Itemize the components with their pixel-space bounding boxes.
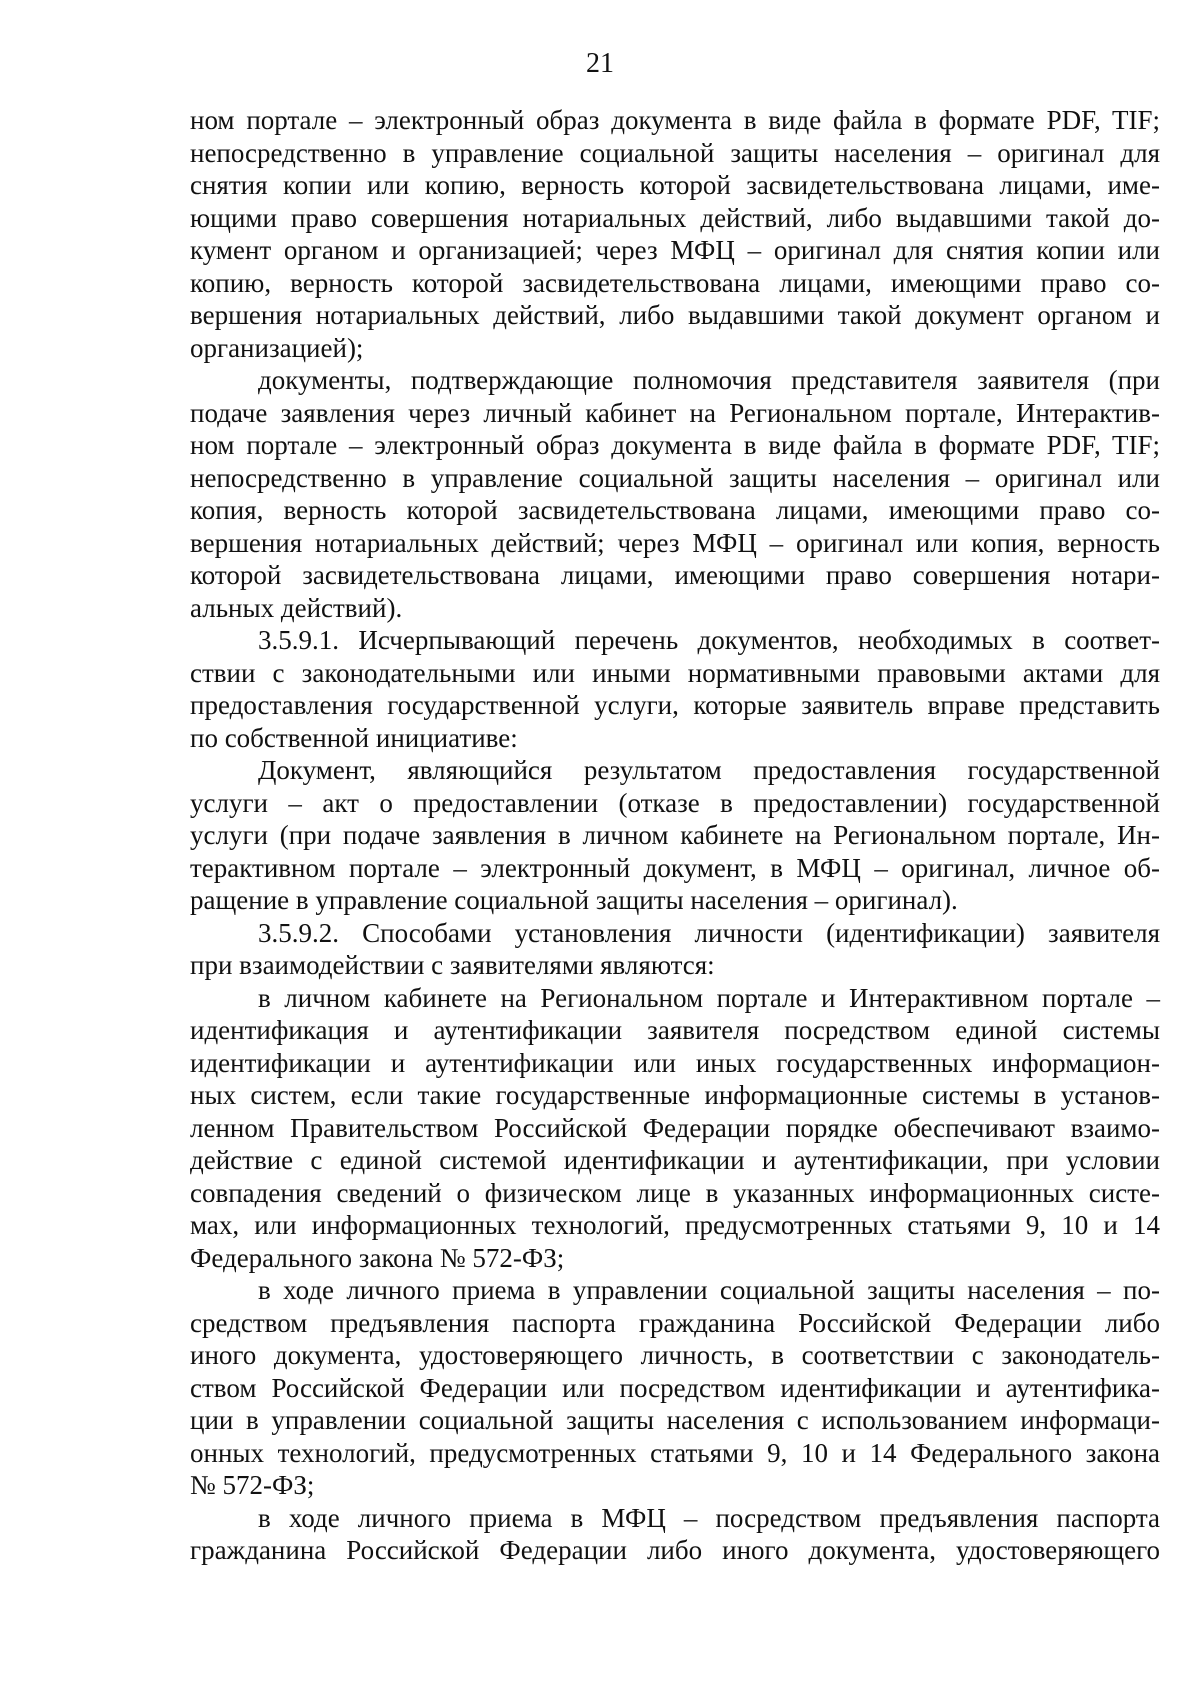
text-line: действие с единой системой идентификации и аутентификации, при условии — [190, 1145, 1160, 1175]
page-number: 21 — [586, 48, 614, 79]
text-line: непосредственно в управление социальной защиты населения – оригинал или — [190, 462, 1160, 493]
text-line: № 572-ФЗ; — [190, 1470, 315, 1500]
text-line: альных действий). — [190, 592, 403, 623]
text-line: средством предъявления паспорта гражданина Российской Федерации либо — [190, 1307, 1160, 1338]
text-line: в ходе личного приема в МФЦ – посредством предъявления паспорта — [258, 1502, 1160, 1533]
text-line: вершения нотариальных действий, либо выдавшими такой документ органом и — [190, 300, 1160, 330]
text-line: предоставления государственной услуги, которые заявитель вправе представить — [190, 690, 1160, 720]
text-line: ющими право совершения нотариальных действий, либо выдавшими такой до- — [190, 202, 1160, 233]
text-line: копию, верность которой засвидетельствована лицами, имеющими право со- — [190, 267, 1160, 298]
text-line: в личном кабинете на Региональном портале и Интерактивном портале – — [258, 982, 1160, 1013]
text-line: ции в управлении социальной защиты населения с использованием информаци- — [190, 1405, 1160, 1435]
text-line: которой засвидетельствована лицами, имеющими право совершения нотари- — [190, 560, 1160, 590]
text-line: ном портале – электронный образ документа в виде файла в формате PDF, TIF; — [190, 430, 1160, 460]
text-line: терактивном портале – электронный документ, в МФЦ – оригинал, личное об- — [190, 852, 1160, 883]
text-line: мах, или информационных технологий, предусмотренных статьями 9, 10 и 14 — [190, 1210, 1160, 1240]
text-line: Документ, являющийся результатом предоставления государственной — [258, 755, 1160, 785]
text-line: услуги (при подаче заявления в личном кабинете на Региональном портале, Ин- — [190, 820, 1160, 850]
text-line: вершения нотариальных действий; через МФЦ – оригинал или копия, верность — [190, 527, 1160, 558]
text-line: услуги – акт о предоставлении (отказе в предоставлении) государственной — [190, 787, 1160, 818]
text-line: снятия копии или копию, верность которой засвидетельствована лицами, име- — [190, 170, 1160, 200]
text-line: 3.5.9.1. Исчерпывающий перечень документов, необходимых в соответ- — [258, 625, 1160, 655]
text-line: ленном Правительством Российской Федерации порядке обеспечивают взаимо- — [190, 1112, 1160, 1143]
text-line: ствии с законодательными или иными нормативными правовыми актами для — [190, 657, 1160, 688]
text-line: организацией); — [190, 332, 364, 363]
text-line: ством Российской Федерации или посредством идентификации и аутентифика- — [190, 1372, 1160, 1403]
text-line: онных технологий, предусмотренных статьями 9, 10 и 14 Федерального закона — [190, 1437, 1160, 1468]
text-line: копия, верность которой засвидетельствована лицами, имеющими право со- — [190, 495, 1160, 525]
text-line: документы, подтверждающие полномочия представителя заявителя (при — [258, 365, 1160, 395]
body-text — [190, 104, 1160, 1567]
text-line: гражданина Российской Федерации либо иного документа, удостоверяющего — [190, 1535, 1160, 1565]
text-line: в ходе личного приема в управлении социальной защиты населения – по- — [258, 1275, 1160, 1305]
text-line: при взаимодействии с заявителями являются: — [190, 950, 715, 980]
text-line: непосредственно в управление социальной защиты населения – оригинал для — [190, 137, 1160, 168]
text-line: совпадения сведений о физическом лице в указанных информационных систе- — [190, 1177, 1160, 1208]
text-line: Федерального закона № 572-ФЗ; — [190, 1242, 565, 1273]
text-line: подаче заявления через личный кабинет на Региональном портале, Интерактив- — [190, 397, 1160, 428]
text-line: идентификации и аутентификации или иных государственных информацион- — [190, 1047, 1160, 1078]
text-line: 3.5.9.2. Способами установления личности (идентификации) заявителя — [258, 917, 1160, 948]
text-line: ных систем, если такие государственные информационные системы в установ- — [190, 1080, 1160, 1110]
text-line: иного документа, удостоверяющего личность, в соответствии с законодатель- — [190, 1340, 1160, 1370]
text-line: идентификация и аутентификации заявителя посредством единой системы — [190, 1015, 1160, 1045]
text-line: кумент органом и организацией; через МФЦ – оригинал для снятия копии или — [190, 235, 1160, 265]
text-line: ращение в управление социальной защиты населения – оригинал). — [190, 885, 958, 915]
text-line: по собственной инициативе: — [190, 722, 518, 753]
text-line: ном портале – электронный образ документа в виде файла в формате PDF, TIF; — [190, 105, 1160, 135]
